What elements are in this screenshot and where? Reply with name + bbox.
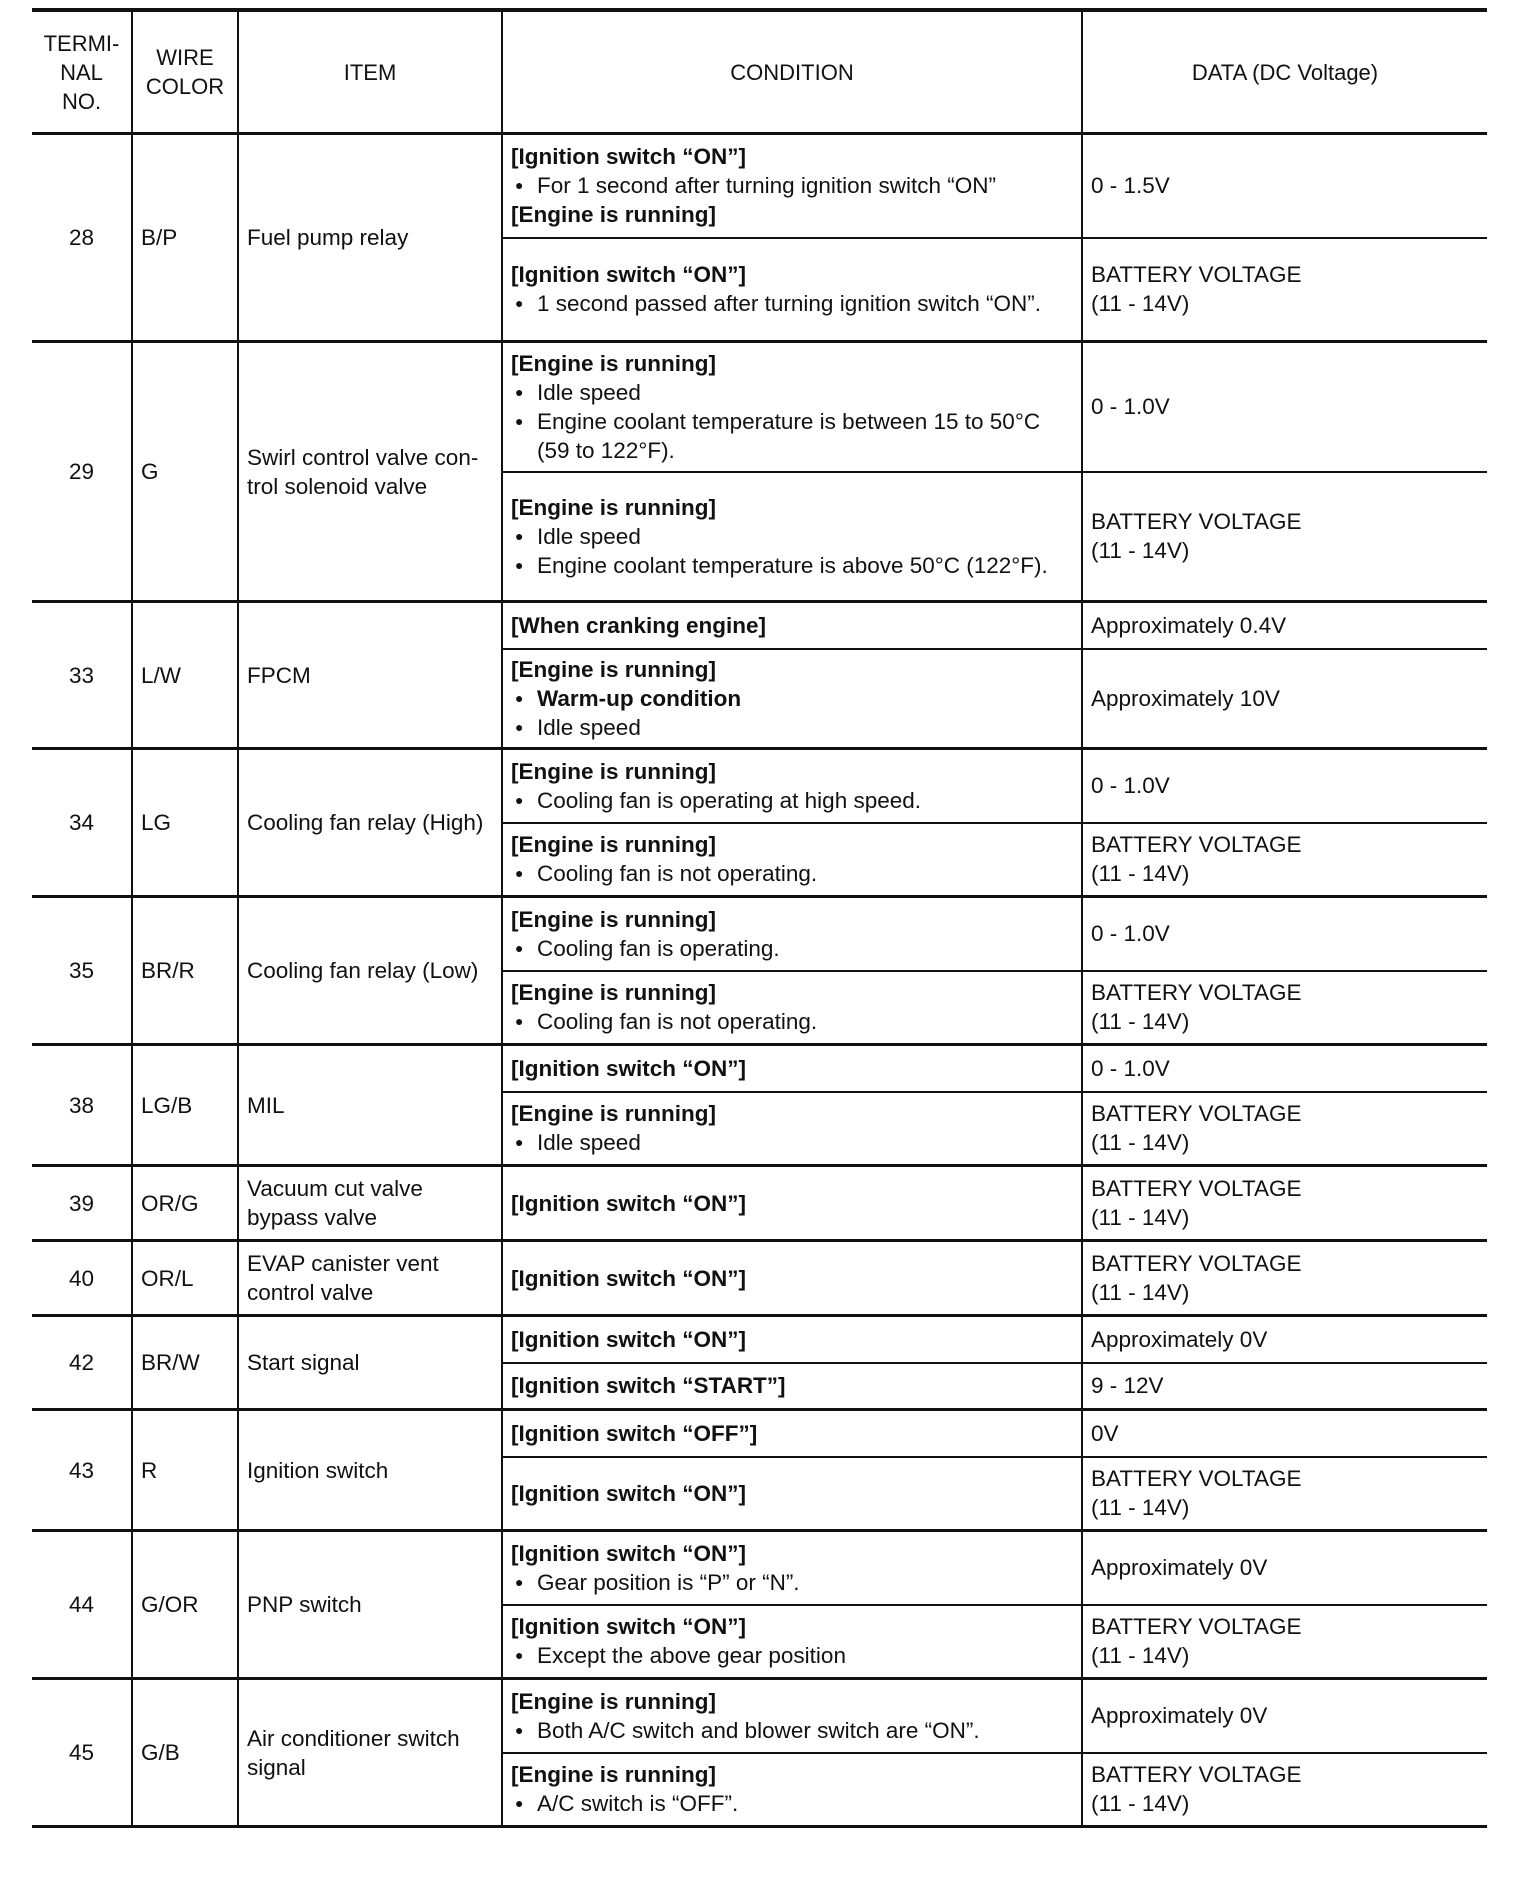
condition-bullet: ● Cooling fan is not operating.	[511, 1007, 1073, 1036]
voltage-data-cell	[1082, 342, 1487, 472]
terminal-no-cell: 45	[32, 1679, 132, 1827]
terminal-group	[32, 602, 1487, 749]
wire-color-cell: G/B	[132, 1679, 238, 1827]
condition-cell	[502, 1241, 1082, 1316]
terminal-group	[32, 897, 1487, 1045]
condition-heading: [Ignition switch “ON”]	[511, 1614, 746, 1640]
voltage-value: BATTERY VOLTAGE	[1091, 509, 1302, 535]
condition-list	[511, 1007, 1073, 1036]
voltage-value: BATTERY VOLTAGE	[1091, 832, 1302, 858]
condition-bullet: ● Engine coolant temperature is above 50°C (122°F).	[511, 551, 1073, 580]
voltage-value: 9 - 12V	[1091, 1373, 1164, 1399]
voltage-value: BATTERY VOLTAGE	[1091, 1466, 1302, 1492]
condition-cell	[502, 1166, 1082, 1241]
terminal-no-cell: 39	[32, 1166, 132, 1241]
condition-cell	[502, 1753, 1082, 1827]
voltage-value: BATTERY VOLTAGE	[1091, 1251, 1302, 1276]
condition-cell	[502, 1316, 1082, 1363]
condition-heading: [Ignition switch “ON”]	[511, 1055, 746, 1081]
condition-heading: [Engine is running]	[511, 494, 716, 520]
condition-bullet: ● Engine coolant temperature is between 15 to 50°C (59 to 122°F).	[511, 407, 1073, 465]
voltage-value: 0V	[1091, 1420, 1119, 1446]
condition-heading: [Engine is running]	[511, 758, 716, 784]
condition-cell	[502, 1605, 1082, 1679]
voltage-value: 0 - 1.5V	[1091, 173, 1170, 199]
condition-heading: [When cranking engine]	[511, 612, 767, 638]
voltage-value: BATTERY VOLTAGE	[1091, 1176, 1302, 1201]
condition-list	[511, 1641, 1073, 1670]
condition-cell	[502, 1092, 1082, 1166]
terminal-group	[32, 1679, 1487, 1827]
condition-heading: [Engine is running]	[511, 1688, 716, 1714]
condition-list	[511, 684, 1073, 742]
wire-color-cell: BR/R	[132, 897, 238, 1045]
condition-bullet: ● Idle speed	[511, 1128, 1073, 1157]
wire-color-cell: G/OR	[132, 1531, 238, 1679]
condition-bullet: ● Except the above gear position	[511, 1641, 1073, 1670]
header-condition: CONDITION	[502, 10, 1082, 134]
condition-heading: [Engine is running]	[511, 350, 716, 376]
condition-cell	[502, 897, 1082, 971]
voltage-value: (11 - 14V)	[1091, 538, 1190, 564]
condition-list	[511, 289, 1073, 318]
condition-cell	[502, 1531, 1082, 1605]
header-item: ITEM	[238, 10, 502, 134]
voltage-value: 0 - 1.0V	[1091, 773, 1170, 799]
condition-list	[511, 1128, 1073, 1157]
voltage-value: (11 - 14V)	[1091, 1009, 1190, 1035]
condition-cell	[502, 1363, 1082, 1410]
table-row	[32, 602, 1487, 649]
header-wire-color: WIRE COLOR	[132, 10, 238, 134]
condition-cell	[502, 134, 1082, 238]
voltage-value: 0 - 1.0V	[1091, 1055, 1170, 1081]
condition-heading: [Ignition switch “OFF”]	[511, 1420, 758, 1446]
terminal-group	[32, 1316, 1487, 1410]
voltage-value: Approximately 0V	[1091, 1326, 1268, 1352]
voltage-data-cell	[1082, 649, 1487, 749]
voltage-value: Approximately 0V	[1091, 1703, 1268, 1729]
voltage-value: (11 - 14V)	[1091, 1205, 1190, 1230]
voltage-data-cell	[1082, 134, 1487, 238]
table-row	[32, 1410, 1487, 1457]
wire-color-cell: LG/B	[132, 1045, 238, 1166]
condition-heading: [Ignition switch “START”]	[511, 1373, 786, 1399]
voltage-data-cell	[1082, 1457, 1487, 1531]
item-cell: FPCM	[238, 602, 502, 749]
terminal-group	[32, 134, 1487, 342]
condition-bullet: ● Idle speed	[511, 713, 1073, 742]
terminal-data-table	[32, 8, 1487, 1828]
item-cell: Ignition switch	[238, 1410, 502, 1531]
condition-heading: [Engine is running]	[511, 1101, 716, 1127]
table-row	[32, 1531, 1487, 1605]
item-cell: EVAP canister vent control valve	[238, 1241, 502, 1316]
condition-heading: [Ignition switch “ON”]	[511, 1540, 746, 1566]
voltage-data-cell	[1082, 971, 1487, 1045]
terminal-no-cell: 28	[32, 134, 132, 342]
terminal-group	[32, 749, 1487, 897]
wire-color-cell: L/W	[132, 602, 238, 749]
voltage-value: BATTERY VOLTAGE	[1091, 1762, 1302, 1788]
terminal-group	[32, 1045, 1487, 1166]
voltage-value: BATTERY VOLTAGE	[1091, 980, 1302, 1006]
terminal-no-cell: 35	[32, 897, 132, 1045]
condition-list	[511, 522, 1073, 580]
table-header	[32, 10, 1487, 134]
voltage-value: (11 - 14V)	[1091, 1130, 1190, 1156]
condition-bullet: ● 1 second passed after turning ignition switch “ON”.	[511, 289, 1073, 318]
condition-bullet: ● Both A/C switch and blower switch are “ON”.	[511, 1716, 1073, 1745]
condition-cell	[502, 602, 1082, 649]
wire-color-cell: OR/L	[132, 1241, 238, 1316]
condition-heading: [Engine is running]	[511, 832, 716, 858]
voltage-value: BATTERY VOLTAGE	[1091, 1101, 1302, 1127]
condition-list	[511, 378, 1073, 465]
item-cell: Cooling fan relay (High)	[238, 749, 502, 897]
terminal-no-cell: 40	[32, 1241, 132, 1316]
terminal-no-cell: 38	[32, 1045, 132, 1166]
condition-heading: [Ignition switch “ON”]	[511, 144, 746, 170]
condition-heading: [Ignition switch “ON”]	[511, 1190, 746, 1216]
wire-color-cell: OR/G	[132, 1166, 238, 1241]
voltage-value: Approximately 0V	[1091, 1555, 1268, 1581]
wire-color-cell: B/P	[132, 134, 238, 342]
voltage-data-cell	[1082, 1679, 1487, 1753]
condition-cell	[502, 472, 1082, 602]
wire-color-cell: R	[132, 1410, 238, 1531]
condition-heading: [Ignition switch “ON”]	[511, 262, 746, 288]
table-row	[32, 749, 1487, 823]
condition-bullet: ● Cooling fan is not operating.	[511, 859, 1073, 888]
table-row	[32, 1045, 1487, 1092]
voltage-value: (11 - 14V)	[1091, 291, 1190, 317]
condition-heading: [Ignition switch “ON”]	[511, 1480, 746, 1506]
condition-bullet: ● A/C switch is “OFF”.	[511, 1789, 1073, 1818]
voltage-value: BATTERY VOLTAGE	[1091, 1614, 1302, 1640]
wire-color-cell: G	[132, 342, 238, 602]
condition-list	[511, 1568, 1073, 1597]
voltage-value: 0 - 1.0V	[1091, 394, 1170, 420]
voltage-value: BATTERY VOLTAGE	[1091, 262, 1302, 288]
voltage-value: (11 - 14V)	[1091, 1791, 1190, 1817]
item-cell: Vacuum cut valve bypass valve	[238, 1166, 502, 1241]
voltage-data-cell	[1082, 1241, 1487, 1316]
voltage-data-cell	[1082, 1605, 1487, 1679]
voltage-data-cell	[1082, 1316, 1487, 1363]
condition-cell	[502, 342, 1082, 472]
terminal-no-cell: 42	[32, 1316, 132, 1410]
header-terminal-no: TERMI- NAL NO.	[43, 30, 120, 114]
terminal-no-cell: 43	[32, 1410, 132, 1531]
terminal-data-sheet	[32, 8, 1487, 1828]
condition-heading: [Engine is running]	[511, 980, 716, 1006]
condition-list	[511, 171, 1073, 200]
table-row	[32, 134, 1487, 238]
condition-bullet: ● Idle speed	[511, 522, 1073, 551]
condition-bullet: ● Warm-up condition	[511, 684, 1073, 713]
condition-bullet: ● For 1 second after turning ignition switch “ON”	[511, 171, 1073, 200]
table-row	[32, 1241, 1487, 1316]
condition-heading: [Engine is running]	[511, 1762, 716, 1788]
header-data: DATA (DC Voltage)	[1082, 10, 1487, 134]
condition-heading: [Engine is running]	[511, 906, 716, 932]
voltage-value: (11 - 14V)	[1091, 1495, 1190, 1521]
terminal-group	[32, 1410, 1487, 1531]
voltage-data-cell	[1082, 823, 1487, 897]
table-row	[32, 1316, 1487, 1363]
voltage-data-cell	[1082, 238, 1487, 342]
condition-cell	[502, 649, 1082, 749]
voltage-data-cell	[1082, 897, 1487, 971]
voltage-value: (11 - 14V)	[1091, 1280, 1190, 1305]
table-row	[32, 1679, 1487, 1753]
voltage-data-cell	[1082, 472, 1487, 602]
condition-list	[511, 934, 1073, 963]
wire-color-cell: LG	[132, 749, 238, 897]
item-cell: PNP switch	[238, 1531, 502, 1679]
terminal-group	[32, 1166, 1487, 1241]
condition-list	[511, 1716, 1073, 1745]
voltage-value: (11 - 14V)	[1091, 1643, 1190, 1669]
terminal-no-cell: 29	[32, 342, 132, 602]
condition-cell	[502, 238, 1082, 342]
item-cell: Cooling fan relay (Low)	[238, 897, 502, 1045]
condition-cell	[502, 1457, 1082, 1531]
condition-bullet: ● Idle speed	[511, 378, 1073, 407]
condition-heading: [Engine is running]	[511, 656, 716, 682]
terminal-no-cell: 44	[32, 1531, 132, 1679]
condition-heading: [Ignition switch “ON”]	[511, 1326, 746, 1352]
terminal-group	[32, 1241, 1487, 1316]
condition-cell	[502, 971, 1082, 1045]
condition-bullet: ● Cooling fan is operating.	[511, 934, 1073, 963]
voltage-value: 0 - 1.0V	[1091, 921, 1170, 947]
voltage-data-cell	[1082, 749, 1487, 823]
item-cell: Swirl control valve con-trol solenoid valve	[238, 342, 502, 602]
condition-list	[511, 1789, 1073, 1818]
condition-cell	[502, 1679, 1082, 1753]
condition-heading: [Ignition switch “ON”]	[511, 1265, 746, 1291]
condition-cell	[502, 823, 1082, 897]
item-cell: Fuel pump relay	[238, 134, 502, 342]
voltage-data-cell	[1082, 1166, 1487, 1241]
condition-bullet: ● Gear position is “P” or “N”.	[511, 1568, 1073, 1597]
wire-color-cell: BR/W	[132, 1316, 238, 1410]
condition-cell	[502, 1045, 1082, 1092]
item-cell: Air conditioner switch signal	[238, 1679, 502, 1827]
terminal-no-cell: 34	[32, 749, 132, 897]
condition-cell	[502, 1410, 1082, 1457]
voltage-value: (11 - 14V)	[1091, 861, 1190, 887]
terminal-group	[32, 1531, 1487, 1679]
terminal-no-cell: 33	[32, 602, 132, 749]
condition-cell	[502, 749, 1082, 823]
terminal-group	[32, 342, 1487, 602]
voltage-data-cell	[1082, 1045, 1487, 1092]
condition-list	[511, 859, 1073, 888]
voltage-data-cell	[1082, 1410, 1487, 1457]
table-row	[32, 342, 1487, 472]
condition-heading: [Engine is running]	[511, 202, 716, 228]
voltage-value: Approximately 0.4V	[1091, 612, 1287, 638]
voltage-data-cell	[1082, 1092, 1487, 1166]
item-cell: Start signal	[238, 1316, 502, 1410]
condition-bullet: ● Cooling fan is operating at high speed.	[511, 786, 1073, 815]
item-cell: MIL	[238, 1045, 502, 1166]
voltage-data-cell	[1082, 1531, 1487, 1605]
condition-list	[511, 786, 1073, 815]
table-row	[32, 1166, 1487, 1241]
voltage-data-cell	[1082, 1753, 1487, 1827]
voltage-value: Approximately 10V	[1091, 685, 1280, 711]
voltage-data-cell	[1082, 1363, 1487, 1410]
voltage-data-cell	[1082, 602, 1487, 649]
table-row	[32, 897, 1487, 971]
